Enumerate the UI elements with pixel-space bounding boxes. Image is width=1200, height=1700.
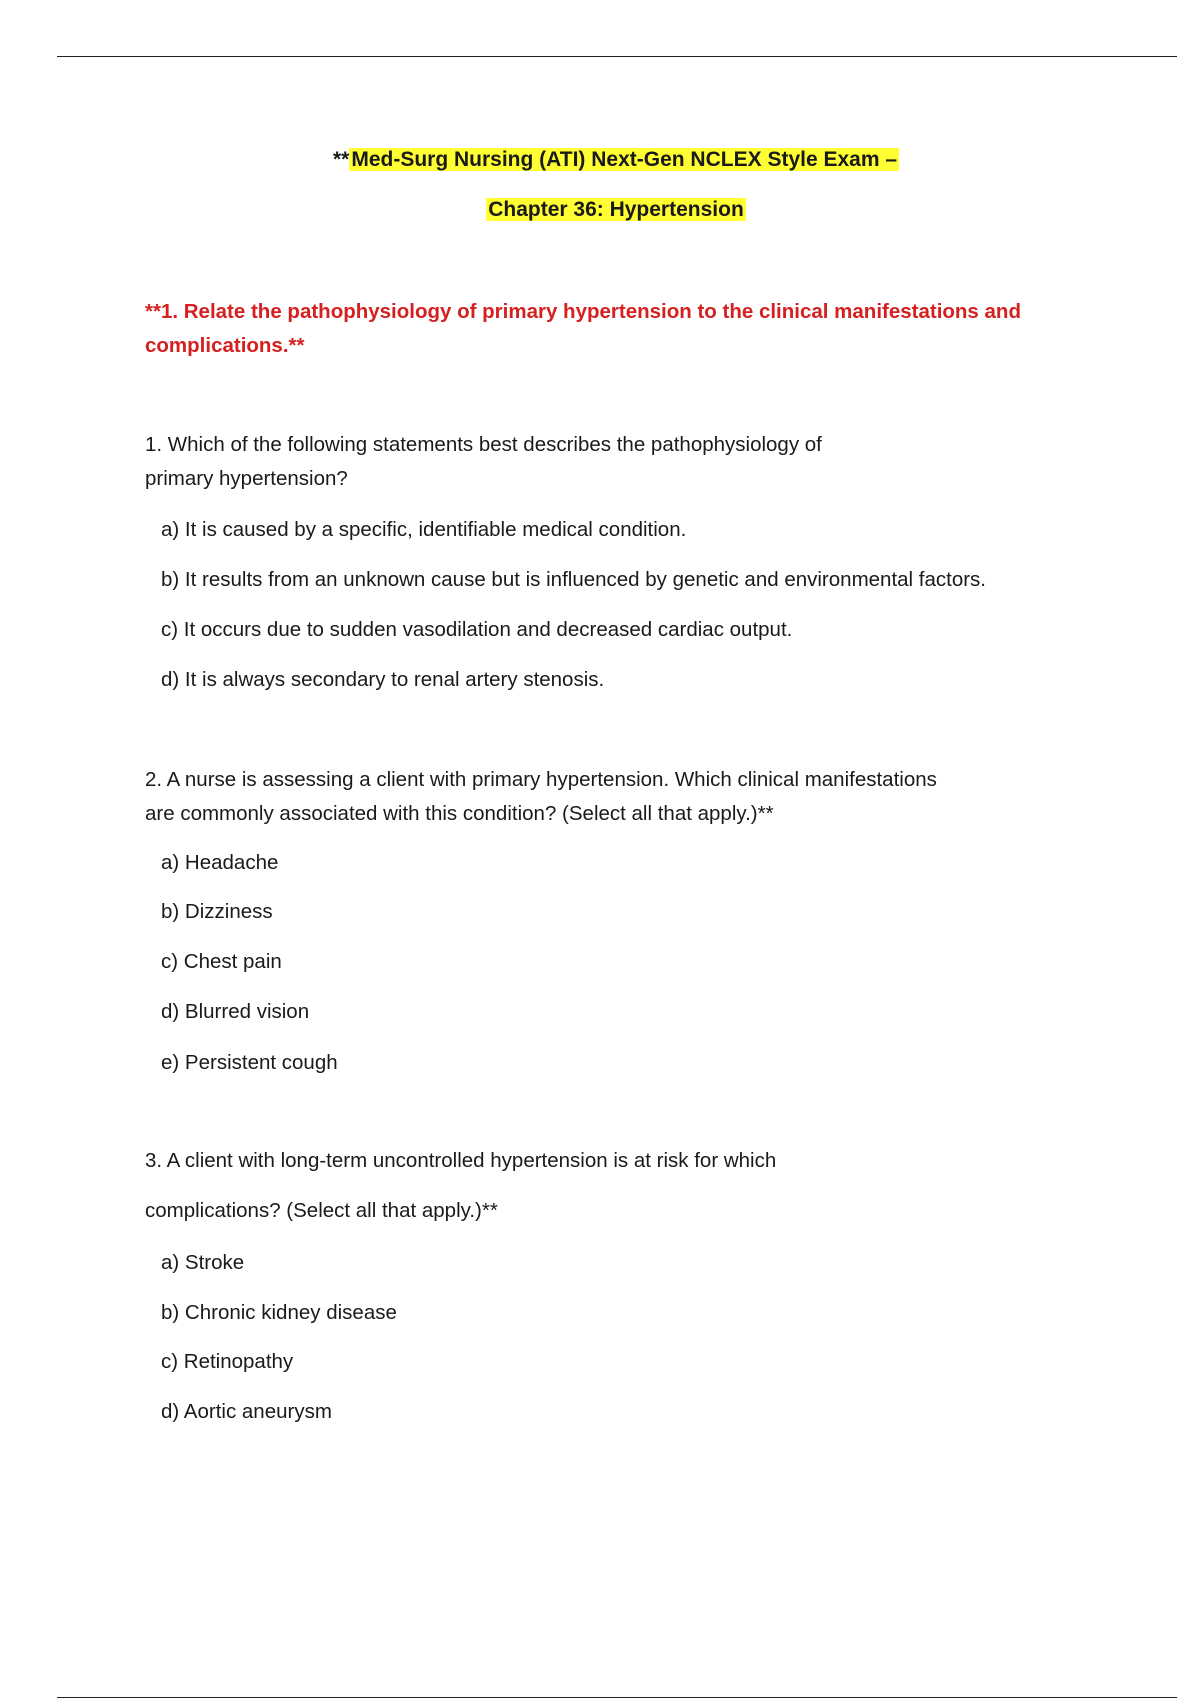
subtitle-text: Chapter 36: Hypertension xyxy=(488,198,744,221)
learning-objective: **1. Relate the pathophysiology of primary hypertension to the clinical manifestations and complications.** xyxy=(145,300,1021,357)
question-2-option-c: c) Chest pain xyxy=(161,950,282,973)
question-3-option-c: c) Retinopathy xyxy=(161,1350,294,1373)
question-3-option-a: a) Stroke xyxy=(161,1251,245,1274)
question-1-stem-line2: primary hypertension? xyxy=(145,467,348,490)
question-2-stem-line1: 2. A nurse is assessing a client with primary hypertension. Which clinical manifestations xyxy=(145,768,937,791)
question-3-stem-line1: 3. A client with long-term uncontrolled hypertension is at risk for which xyxy=(145,1149,777,1172)
question-1-stem-line1: 1. Which of the following statements best describes the pathophysiology of xyxy=(145,433,822,456)
question-3-stem-line2: complications? (Select all that apply.)** xyxy=(145,1199,498,1222)
question-1-option-d: d) It is always secondary to renal artery stenosis. xyxy=(161,668,605,691)
question-2-stem-line2: are commonly associated with this condition? (Select all that apply.)** xyxy=(145,802,774,825)
bottom-rule xyxy=(57,1697,1177,1698)
question-2-option-e: e) Persistent cough xyxy=(161,1051,338,1074)
title-prefix: ** xyxy=(332,148,350,171)
question-1-option-a: a) It is caused by a specific, identifiable medical condition. xyxy=(161,518,687,541)
question-3-option-b: b) Chronic kidney disease xyxy=(161,1301,397,1324)
question-1-stem xyxy=(145,428,1045,496)
document-subtitle xyxy=(0,196,1200,224)
document-title xyxy=(0,146,1200,174)
question-3-option-d: d) Aortic aneurysm xyxy=(161,1400,332,1423)
title-text: Med-Surg Nursing (ATI) Next-Gen NCLEX Style Exam – xyxy=(351,148,898,171)
question-1-option-b: b) It results from an unknown cause but is influenced by genetic and environmental factors. xyxy=(161,568,987,591)
question-3-stem xyxy=(145,1136,1045,1236)
question-2-stem xyxy=(145,763,1045,831)
question-2-option-b: b) Dizziness xyxy=(161,900,273,923)
question-2-option-d: d) Blurred vision xyxy=(161,1000,310,1023)
question-1-option-c: c) It occurs due to sudden vasodilation and decreased cardiac output. xyxy=(161,618,793,641)
question-2-option-a: a) Headache xyxy=(161,851,279,874)
top-rule xyxy=(57,56,1177,57)
